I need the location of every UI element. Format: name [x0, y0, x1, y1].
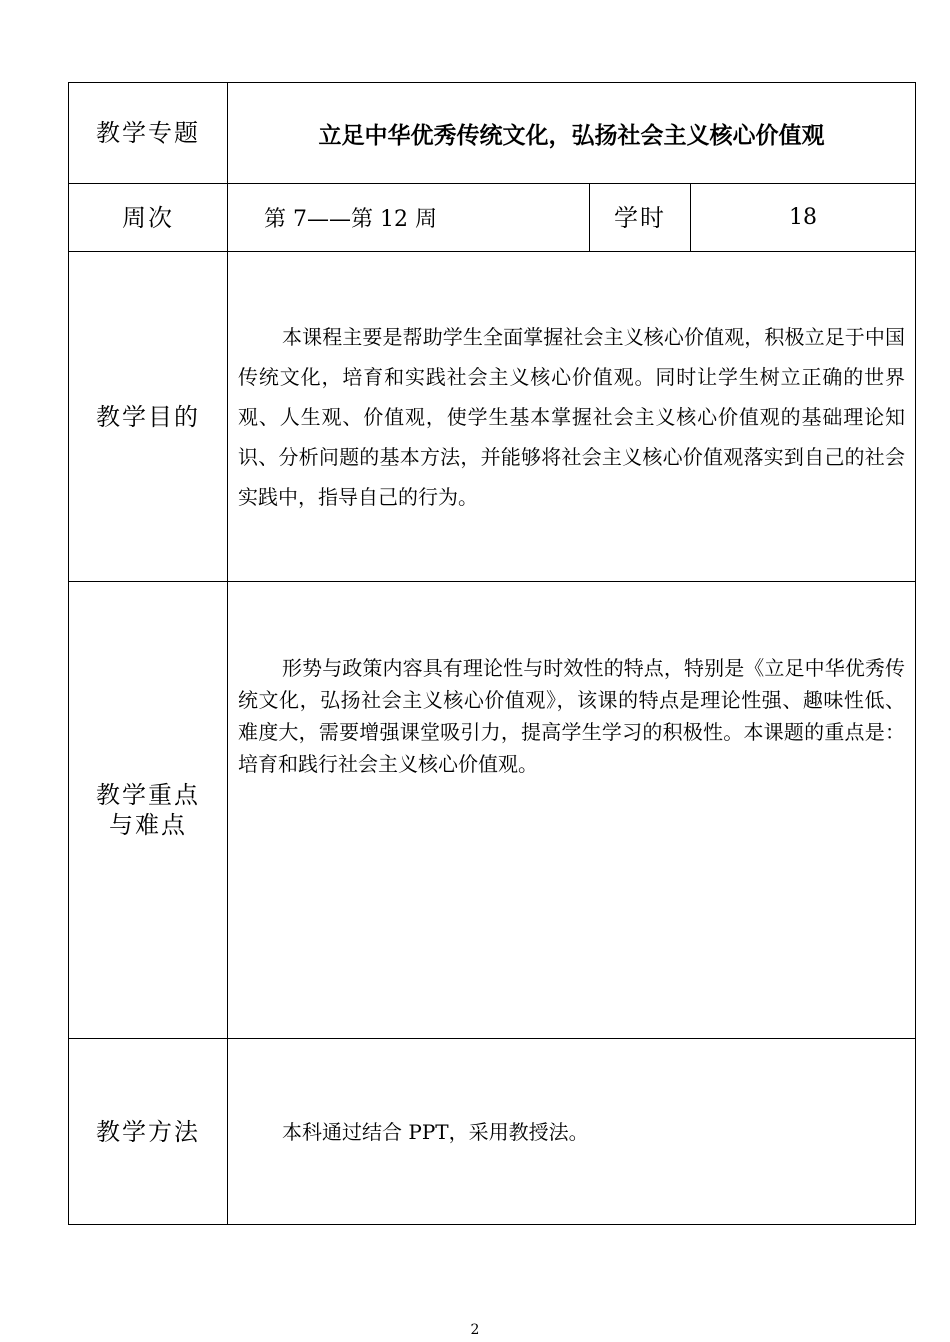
- key-points-cell: [228, 582, 916, 1039]
- topic-row: [69, 83, 916, 184]
- page-number: 2: [470, 1322, 480, 1338]
- key-points-label-text: 教学重点与难点: [96, 781, 200, 839]
- hours-value: 18: [691, 184, 916, 252]
- topic-label: 教学专题: [69, 83, 228, 184]
- objectives-row: [69, 252, 916, 582]
- objectives-cell: [228, 252, 916, 582]
- key-points-text: 形势与政策内容具有理论性与时效性的特点，特别是《立足中华优秀传统文化，弘扬社会主义核心价值观》，该课的特点是理论性强、趣味性低、难度大，需要增强课堂吸引力，提高学生学习的积极性。本课题的重点是：培育和践行社会主义核心价值观。: [238, 656, 905, 776]
- hours-label: 学时: [590, 184, 691, 252]
- weeks-row: [69, 184, 916, 252]
- key-points-row: [69, 582, 916, 1039]
- objectives-text: 本课程主要是帮助学生全面掌握社会主义核心价值观，积极立足于中国传统文化，培育和实践社会主义核心价值观。同时让学生树立正确的世界观、人生观、价值观，使学生基本掌握社会主义核心价值观的基础理论知识、分析问题的基本方法，并能够将社会主义核心价值观落实到自己的社会实践中，指导自己的行为。: [238, 324, 905, 509]
- topic-value: 立足中华优秀传统文化，弘扬社会主义核心价值观: [228, 83, 916, 184]
- weeks-value: 第 7——第 12 周: [228, 184, 590, 252]
- methods-label: 教学方法: [69, 1039, 228, 1225]
- key-points-label: [69, 582, 228, 1039]
- teaching-plan-table: [68, 82, 916, 1225]
- methods-cell: [228, 1039, 916, 1225]
- methods-row: [69, 1039, 916, 1225]
- methods-text: 本科通过结合 PPT，采用教授法。: [282, 1119, 589, 1144]
- objectives-label: 教学目的: [69, 252, 228, 582]
- weeks-label: 周次: [69, 184, 228, 252]
